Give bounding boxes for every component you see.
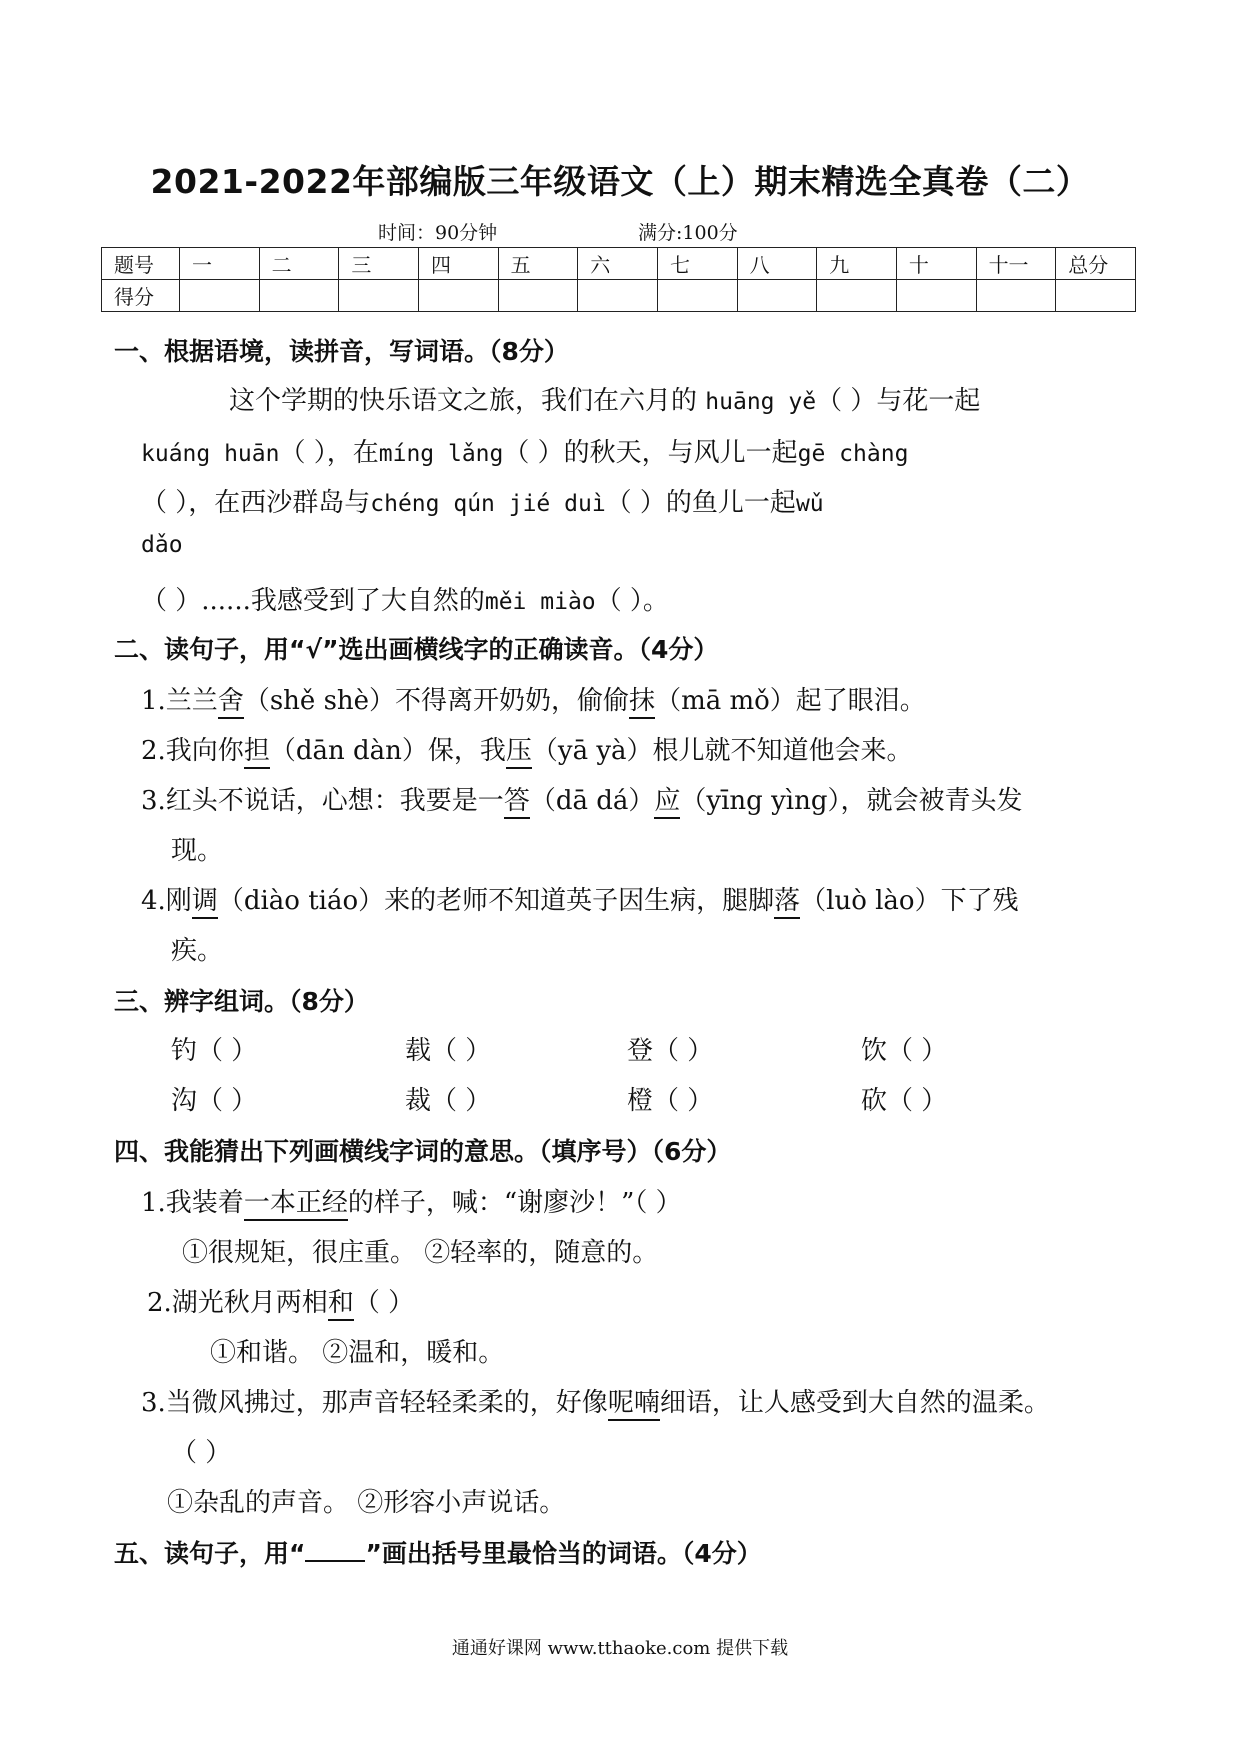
score-table-score-row <box>102 280 1136 312</box>
score-input-cell[interactable] <box>180 280 260 312</box>
s1-line-2 <box>141 432 908 469</box>
s1-text: 这个学期的快乐语文之旅，我们在六月的 <box>229 386 698 416</box>
pinyin: míng lǎng <box>378 441 504 467</box>
answer-blank[interactable]: （ ）的鱼儿一起 <box>605 488 796 518</box>
score-cell: 八 <box>737 248 817 280</box>
answer-blank[interactable]: （ ）的秋天，与风儿一起 <box>503 438 798 468</box>
exam-time: 时间：90分钟 <box>378 222 498 244</box>
score-input-cell[interactable] <box>578 280 658 312</box>
score-input-cell[interactable] <box>418 280 498 312</box>
s4-question-1 <box>141 1182 682 1219</box>
score-cell: 三 <box>339 248 419 280</box>
pinyin: chéng qún jié duì <box>370 491 606 517</box>
s3-item[interactable]: 橙（ ） <box>627 1086 714 1116</box>
answer-blank[interactable]: 的样子，喊：“谢廖沙！”（ ） <box>347 1188 682 1218</box>
score-input-cell[interactable] <box>737 280 817 312</box>
score-input-cell[interactable] <box>1056 280 1136 312</box>
score-cell: 七 <box>657 248 737 280</box>
score-cell: 总分 <box>1056 248 1136 280</box>
answer-blank[interactable]: （ ） <box>171 1438 232 1468</box>
s2-question-4 <box>141 880 1019 917</box>
underline-sample <box>305 1538 365 1562</box>
underlined-char: 调 <box>192 886 218 919</box>
score-input-cell[interactable] <box>339 280 419 312</box>
page-title: 2021-2022年部编版三年级语文（上）期末精选全真卷（二） <box>150 162 1090 201</box>
score-input-cell[interactable] <box>259 280 339 312</box>
question-text: 细语，让人感受到大自然的温柔。 <box>659 1388 1050 1418</box>
section-5-heading-end: ”画出括号里最恰当的词语。（4分） <box>365 1539 762 1568</box>
question-text: 1.兰兰 <box>141 686 218 716</box>
section-5-heading <box>114 1534 762 1570</box>
s1-line-4: dǎo <box>141 532 183 558</box>
s3-item[interactable]: 沟（ ） <box>171 1086 258 1116</box>
pinyin-choice[interactable]: （dān dàn）保，我 <box>269 736 506 766</box>
score-cell: 十一 <box>976 248 1056 280</box>
score-input-cell[interactable] <box>817 280 897 312</box>
section-5-heading-start: 五、读句子，用“ <box>114 1539 306 1568</box>
score-table <box>101 247 1136 312</box>
s2-question-1 <box>141 680 926 717</box>
underlined-word: 一本正经 <box>244 1188 348 1221</box>
answer-blank[interactable]: （ ）。 <box>595 586 669 616</box>
score-input-cell[interactable] <box>498 280 578 312</box>
underlined-char: 抹 <box>629 686 655 719</box>
pinyin: kuáng huān <box>141 441 280 467</box>
pinyin-choice[interactable]: （yīng yìng），就会被青头发 <box>680 786 1023 816</box>
section-3-heading: 三、辨字组词。（8分） <box>114 987 369 1016</box>
pinyin-choice[interactable]: （mā mǒ）起了眼泪。 <box>655 686 926 716</box>
question-text: 3.红头不说话，心想：我要是一 <box>141 786 504 816</box>
pinyin: wǔ <box>795 491 824 517</box>
underlined-char: 落 <box>774 886 800 919</box>
exam-full-score: 满分:100分 <box>638 222 738 244</box>
section-1-heading: 一、根据语境，读拼音，写词语。（8分） <box>114 337 569 366</box>
underlined-char: 答 <box>504 786 530 819</box>
answer-blank[interactable]: （ ）......我感受到了大自然的 <box>141 586 485 616</box>
underlined-word: 和 <box>328 1288 354 1321</box>
s4-question-2-options: ①和谐。 ②温和，暖和。 <box>210 1338 505 1368</box>
answer-blank[interactable]: （ ）与花一起 <box>816 386 981 416</box>
s3-item[interactable]: 登（ ） <box>627 1036 714 1066</box>
pinyin-choice[interactable]: （diào tiáo）来的老师不知道英子因生病，腿脚 <box>217 886 775 916</box>
question-text: 3.当微风拂过，那声音轻轻柔柔的，好像 <box>141 1388 608 1418</box>
question-text: 2.我向你 <box>141 736 244 766</box>
pinyin-choice[interactable]: （luò lào）下了残 <box>800 886 1019 916</box>
section-2-heading: 二、读句子，用“√”选出画横线字的正确读音。（4分） <box>114 635 719 664</box>
s3-item[interactable]: 饮（ ） <box>861 1036 948 1066</box>
s2-question-2 <box>141 730 913 767</box>
pinyin: gē chàng <box>797 441 909 467</box>
s3-item[interactable]: 载（ ） <box>405 1036 492 1066</box>
underlined-word: 呢喃 <box>608 1388 660 1421</box>
s1-line-3 <box>141 482 824 519</box>
score-cell: 十 <box>896 248 976 280</box>
score-row-label: 得分 <box>102 280 180 312</box>
pinyin-choice[interactable]: （yā yà）根儿就不知道他会来。 <box>531 736 913 766</box>
score-cell: 二 <box>259 248 339 280</box>
score-cell: 九 <box>817 248 897 280</box>
score-input-cell[interactable] <box>896 280 976 312</box>
score-cell: 六 <box>578 248 658 280</box>
s1-line-5 <box>141 580 669 617</box>
score-input-cell[interactable] <box>976 280 1056 312</box>
answer-blank[interactable]: （ ），在 <box>279 438 379 468</box>
score-table-header-row <box>102 248 1136 280</box>
s4-question-3 <box>141 1382 1050 1419</box>
score-cell: 四 <box>418 248 498 280</box>
s4-question-1-options: ①很规矩，很庄重。 ②轻率的，随意的。 <box>182 1238 659 1268</box>
question-text: 2.湖光秋月两相 <box>147 1288 328 1318</box>
s3-item[interactable]: 砍（ ） <box>861 1086 948 1116</box>
s3-item[interactable]: 钓（ ） <box>171 1036 258 1066</box>
underlined-char: 舍 <box>218 686 244 719</box>
pinyin: měi miào <box>484 589 596 615</box>
s2-question-3 <box>141 780 1022 817</box>
s2-question-4-cont: 疾。 <box>171 936 224 966</box>
pinyin-choice[interactable]: （dā dá） <box>529 786 655 816</box>
s4-question-3-options: ①杂乱的声音。 ②形容小声说话。 <box>167 1488 566 1518</box>
pinyin-choice[interactable]: （shě shè）不得离开奶奶，偷偷 <box>243 686 630 716</box>
score-input-cell[interactable] <box>657 280 737 312</box>
score-cell: 五 <box>498 248 578 280</box>
footer-credit: 通通好课网 www.tthaoke.com 提供下载 <box>451 1638 789 1659</box>
answer-blank[interactable]: （ ） <box>353 1288 415 1318</box>
score-cell: 题号 <box>102 248 180 280</box>
underlined-char: 压 <box>506 736 532 769</box>
question-text: 1.我装着 <box>141 1188 244 1218</box>
answer-blank[interactable]: （ ），在西沙群岛与 <box>141 488 371 518</box>
underlined-char: 担 <box>244 736 270 769</box>
underlined-char: 应 <box>654 786 680 819</box>
question-text: 4.刚 <box>141 886 192 916</box>
s2-question-3-cont: 现。 <box>171 836 224 866</box>
s1-line-1 <box>229 380 980 417</box>
section-4-heading: 四、我能猜出下列画横线字词的意思。（填序号）（6分） <box>114 1137 732 1166</box>
s3-item[interactable]: 裁（ ） <box>405 1086 492 1116</box>
score-cell: 一 <box>180 248 260 280</box>
s4-question-2 <box>147 1282 414 1319</box>
pinyin: huāng yě <box>705 389 817 415</box>
